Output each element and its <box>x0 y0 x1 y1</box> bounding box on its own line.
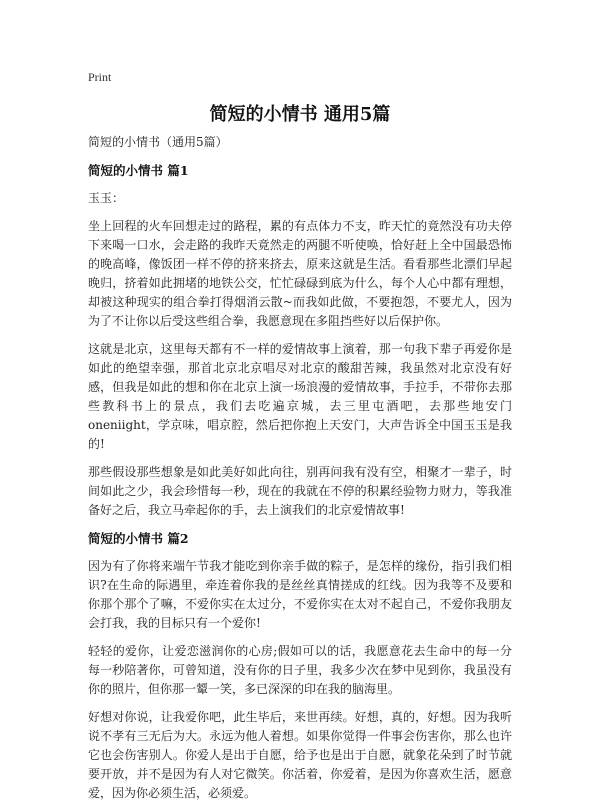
section-heading-1: 简短的小情书 篇1 <box>88 163 189 178</box>
paragraph: 轻轻的爱你，让爱恋滋润你的心房;假如可以的话，我愿意花去生命中的每一分每一秒陪著你，可曾知道，没有你的日子里，我多少次在梦中见到你，我虽没有你的照片，但你那一颦一笑，多已深深的印在我的脑海里。 <box>88 644 512 696</box>
paragraph: 这就是北京，这里每天都有不一样的爱情故事上演着，那一句我下辈子再爱你是如此的绝望幸强，那首北京北京唱尽对北京的酸甜苦辣，我虽然对北京没有好感，但我是如此的想和你在北京上演一场浪漫的爱情故事，手拉手，不带你去那些教科书上的景点，我们去吃遍京城，去三里屯酒吧，去那些地安门oneniight，学京味，唱京腔，然后把你抱上天安门，大声告诉全中国玉玉是我的! <box>88 342 512 451</box>
print-link[interactable]: Print <box>88 70 112 84</box>
paragraph: 那些假设那些想象是如此美好如此向往，别再问我有没有空，相聚才一辈子，时间如此之少，我会珍惜每一秒，现在的我就在不停的积累经验物力财力，等我准备好之后，我立马牵起你的手，去上演我们的北京爱情故事! <box>88 465 512 517</box>
paragraph: 好想对你说，让我爱你吧，此生毕后，来世再续。好想，真的，好想。因为我听说不孝有三无后为大。永远为他人着想。如果你觉得一件事会伤害你，那么也许它也会伤害别人。你爱人是出于自愿，给予也是出于自愿，就象花朵到了时节就要开放，并不是因为有人对它微笑。你活着，你爱着，是因为你喜欢生活，愿意爱，因为你必须生活，必须爱。 <box>88 710 512 800</box>
salutation: 玉玉： <box>88 191 125 205</box>
section-heading-2: 简短的小情书 篇2 <box>88 531 189 546</box>
paragraph: 因为有了你将来端午节我才能吃到你亲手做的粽子，是怎样的缘份，指引我们相识?在生命的际遇里，牵连着你我的是丝丝真情搓成的红线。因为我等不及要和你那个那个了嘛，不爱你实在太过分，不爱你实在太对不起自己，不爱你我朋友会打我，我的目标只有一个爱你! <box>88 559 512 630</box>
paragraph: 坐上回程的火车回想走过的路程，累的有点体力不支，昨天忙的竟然没有功夫停下来喝一口水，会走路的我昨天竟然走的两腿不听使唤，恰好赶上全中国最恐怖的晚高峰，像饭团一样不停的挤来挤去，原来这就是生活。看看那些北漂们早起晚归，挤着如此拥堵的地铁公交，忙忙碌碌到底为什么，每个人心中都有理想，却被这种现实的组合拳打得烟消云散~而我如此做，不要抱怨，不要尤人，因为为了不让你以后受这些组合拳，我愿意现在多阻挡些好以后保护你。 <box>88 219 512 328</box>
document-body <box>88 133 512 812</box>
page-title: 简短的小情书 通用5篇 <box>209 104 391 125</box>
subtitle: 简短的小情书（通用5篇） <box>88 135 228 149</box>
